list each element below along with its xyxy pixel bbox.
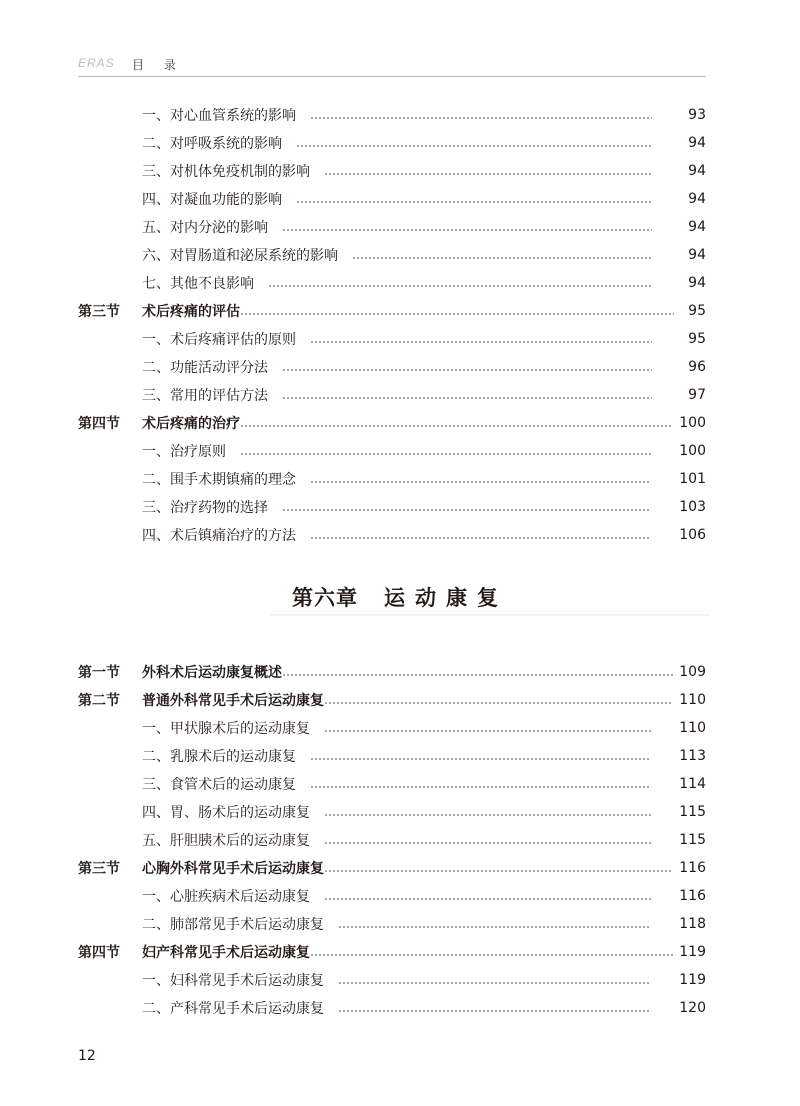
section-label: 第四节 — [78, 945, 120, 961]
entry-title: 一、对心血管系统的影响 — [142, 108, 296, 124]
entry-page: 110 — [679, 720, 706, 736]
entry-title: 二、对呼吸系统的影响 — [142, 136, 282, 152]
chapter-number: 第六章 — [292, 586, 358, 610]
entry-title: 二、肺部常见手术后运动康复 — [142, 917, 324, 933]
toc-subentry[interactable] — [78, 770, 706, 798]
entry-title: 六、对胃肠道和泌尿系统的影响 — [142, 248, 338, 264]
entry-page: 93 — [688, 107, 706, 123]
entry-title: 心胸外科常见手术后运动康复 — [142, 861, 324, 877]
entry-title: 三、食管术后的运动康复 — [142, 777, 296, 793]
entry-title: 二、产科常见手术后运动康复 — [142, 1001, 324, 1017]
section-label: 第二节 — [78, 693, 120, 709]
entry-title: 四、胃、肠术后的运动康复 — [142, 805, 310, 821]
toc-section-entry[interactable] — [78, 938, 706, 966]
entry-title: 妇产科常见手术后运动康复 — [142, 945, 310, 961]
toc-section-entry[interactable] — [78, 686, 706, 714]
toc-subentry[interactable] — [78, 185, 706, 213]
entry-page: 109 — [679, 664, 706, 680]
dot-leader — [296, 145, 652, 147]
toc-subentry[interactable] — [78, 353, 706, 381]
toc-subentry[interactable] — [78, 714, 706, 742]
dot-leader — [324, 173, 652, 175]
entry-title: 三、对机体免疫机制的影响 — [142, 164, 310, 180]
entry-page: 116 — [679, 888, 706, 904]
dot-leader — [338, 982, 651, 984]
dot-leader — [282, 509, 651, 511]
entry-title: 一、甲状腺术后的运动康复 — [142, 721, 310, 737]
entry-title: 术后疼痛的评估 — [142, 304, 240, 320]
section-label: 第一节 — [78, 665, 120, 681]
entry-title: 七、其他不良影响 — [142, 276, 254, 292]
entry-page: 115 — [679, 832, 706, 848]
entry-title: 一、治疗原则 — [142, 444, 226, 460]
entry-page: 100 — [679, 443, 706, 459]
entry-page: 106 — [679, 527, 706, 543]
entry-title: 三、治疗药物的选择 — [142, 500, 268, 516]
entry-title: 一、妇科常见手术后运动康复 — [142, 973, 324, 989]
dot-leader — [310, 786, 651, 788]
toc-subentry[interactable] — [78, 521, 706, 549]
dot-leader — [324, 702, 673, 704]
section-label: 第三节 — [78, 304, 120, 320]
page-number: 12 — [78, 1048, 96, 1064]
entry-title: 外科术后运动康复概述 — [142, 665, 282, 681]
toc-block-2 — [78, 658, 706, 1022]
entry-page: 114 — [679, 776, 706, 792]
dot-leader — [310, 758, 651, 760]
dot-leader — [324, 842, 651, 844]
toc-subentry[interactable] — [78, 994, 706, 1022]
toc-subentry[interactable] — [78, 101, 706, 129]
entry-title: 术后疼痛的治疗 — [142, 416, 240, 432]
chapter-divider — [270, 614, 710, 616]
toc-subentry[interactable] — [78, 241, 706, 269]
dot-leader — [268, 285, 652, 287]
toc-subentry[interactable] — [78, 381, 706, 409]
entry-title: 一、心脏疾病术后运动康复 — [142, 889, 310, 905]
entry-title: 四、对凝血功能的影响 — [142, 192, 282, 208]
toc-subentry[interactable] — [78, 157, 706, 185]
dot-leader — [282, 397, 652, 399]
toc-section-entry[interactable] — [78, 854, 706, 882]
dot-leader — [310, 117, 652, 119]
dot-leader — [310, 341, 652, 343]
entry-page: 94 — [688, 247, 706, 263]
entry-page: 96 — [688, 359, 706, 375]
dot-leader — [310, 537, 651, 539]
toc-block-1 — [78, 101, 706, 549]
entry-page: 115 — [679, 804, 706, 820]
entry-page: 103 — [679, 499, 706, 515]
entry-page: 110 — [679, 692, 706, 708]
entry-page: 113 — [679, 748, 706, 764]
entry-title: 二、围手术期镇痛的理念 — [142, 472, 296, 488]
dot-leader — [338, 926, 651, 928]
toc-section-entry[interactable] — [78, 658, 706, 686]
entry-page: 116 — [679, 860, 706, 876]
toc-subentry[interactable] — [78, 493, 706, 521]
toc-subentry[interactable] — [78, 437, 706, 465]
toc-section-entry[interactable] — [78, 409, 706, 437]
toc-subentry[interactable] — [78, 269, 706, 297]
running-header — [78, 56, 706, 77]
entry-title: 一、术后疼痛评估的原则 — [142, 332, 296, 348]
chapter-title: 运动康复 — [384, 586, 508, 610]
dot-leader — [324, 898, 651, 900]
header-title: 目 录 — [132, 58, 184, 72]
dot-leader — [324, 814, 651, 816]
entry-page: 94 — [688, 275, 706, 291]
toc-subentry[interactable] — [78, 129, 706, 157]
toc-section-entry[interactable] — [78, 297, 706, 325]
entry-page: 95 — [688, 331, 706, 347]
dot-leader — [310, 481, 651, 483]
dot-leader — [324, 730, 651, 732]
entry-page: 119 — [679, 972, 706, 988]
toc-subentry[interactable] — [78, 325, 706, 353]
entry-page: 95 — [688, 303, 706, 319]
chapter-heading — [0, 582, 800, 612]
entry-page: 94 — [688, 219, 706, 235]
toc-subentry[interactable] — [78, 826, 706, 854]
entry-page: 100 — [679, 415, 706, 431]
entry-page: 119 — [679, 944, 706, 960]
dot-leader — [240, 453, 651, 455]
toc-subentry[interactable] — [78, 742, 706, 770]
toc-subentry[interactable] — [78, 798, 706, 826]
dot-leader — [240, 313, 674, 315]
entry-page: 118 — [679, 916, 706, 932]
toc-subentry[interactable] — [78, 213, 706, 241]
dot-leader — [282, 369, 652, 371]
entry-title: 五、肝胆胰术后的运动康复 — [142, 833, 310, 849]
dot-leader — [338, 1010, 651, 1012]
toc-subentry[interactable] — [78, 465, 706, 493]
dot-leader — [240, 425, 673, 427]
dot-leader — [324, 870, 673, 872]
dot-leader — [310, 954, 673, 956]
eras-logo: ERAS — [78, 56, 115, 70]
entry-title: 四、术后镇痛治疗的方法 — [142, 528, 296, 544]
section-label: 第三节 — [78, 861, 120, 877]
entry-page: 94 — [688, 191, 706, 207]
entry-page: 94 — [688, 135, 706, 151]
section-label: 第四节 — [78, 416, 120, 432]
toc-subentry[interactable] — [78, 966, 706, 994]
toc-subentry[interactable] — [78, 910, 706, 938]
entry-title: 二、功能活动评分法 — [142, 360, 268, 376]
dot-leader — [352, 257, 652, 259]
dot-leader — [282, 229, 652, 231]
toc-subentry[interactable] — [78, 882, 706, 910]
entry-page: 101 — [679, 471, 706, 487]
dot-leader — [282, 674, 673, 676]
entry-page: 120 — [679, 1000, 706, 1016]
entry-page: 97 — [688, 387, 706, 403]
entry-page: 94 — [688, 163, 706, 179]
entry-title: 普通外科常见手术后运动康复 — [142, 693, 324, 709]
entry-title: 二、乳腺术后的运动康复 — [142, 749, 296, 765]
entry-title: 三、常用的评估方法 — [142, 388, 268, 404]
entry-title: 五、对内分泌的影响 — [142, 220, 268, 236]
dot-leader — [296, 201, 652, 203]
